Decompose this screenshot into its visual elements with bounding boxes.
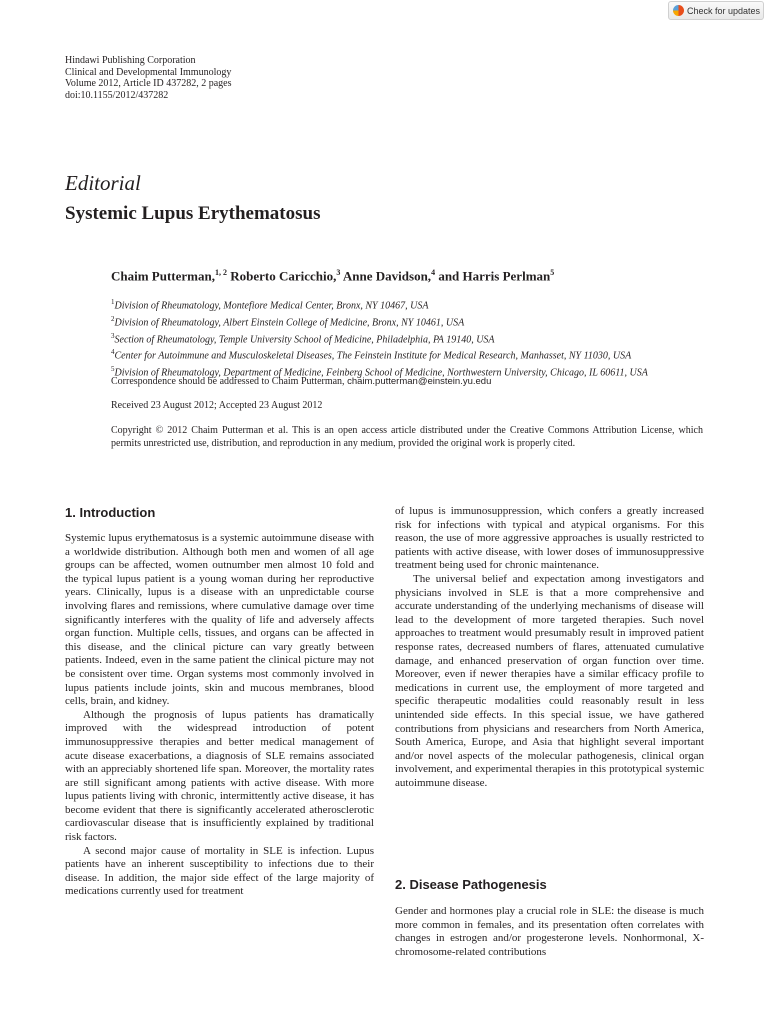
copyright-notice: Copyright © 2012 Chaim Putterman et al. This is an open access article distributed under the Creative Commons Attribution License, which permits unrestricted use, distribution, and reproduction in any medium, provided the original work is properly cited. [111,425,703,449]
author-name: and Harris Perlman [435,268,551,284]
affiliation-item [111,330,711,347]
affiliation-marker: 5 [111,365,115,374]
affiliation-marker: 2 [111,314,115,323]
check-for-updates-button[interactable] [668,1,764,20]
author-affil-marker: 4 [431,268,436,277]
journal-name: Clinical and Developmental Immunology [65,66,232,78]
affiliation-text: Division of Rheumatology, Department of Medicine, Feinberg School of Medicine, Northwestern University, Chicago, IL 60611, USA [114,367,648,379]
right-column [395,505,704,790]
journal-info [65,55,231,101]
affiliation-marker: 3 [111,331,115,340]
author-name: Anne Davidson, [340,268,432,284]
author-list [111,268,554,284]
author-affil-marker: 1, 2 [215,268,227,277]
publisher: Hindawi Publishing Corporation [65,55,196,66]
crossmark-icon [673,5,684,16]
affiliation-text: Division of Rheumatology, Montefiore Medical Center, Bronx, NY 10467, USA [114,300,429,312]
paragraph: Although the prognosis of lupus patients has dramatically improved with the widespread introduction of potent immunosuppressive therapies and better medical management of acute disease exacerbations, a diagnosis of SLE remains associated with an appreciably shortened life span. Moreover, the mortality rates are still significant among patients with active disease. With more lupus patients living with chronic, intermittently active disease, it has become evident that there is significantly accelerated atherosclerotic cardiovascular disease that is insufficiently explained by traditional risk factors. [65,708,374,844]
right-column-lower [395,905,704,959]
correspondence [111,376,491,387]
affiliation-marker: 1 [111,298,115,306]
author-affil-marker: 3 [336,268,341,277]
doi[interactable]: doi:10.1155/2012/437282 [65,89,169,101]
author-name: Chaim Putterman, [111,268,215,284]
article-type: Editorial [65,171,141,195]
paragraph: The universal belief and expectation among investigators and physicians involved in SLE is that a more comprehensive and accurate understanding of the underlying mechanisms of disease will lead to the development of more targeted therapies. Such novel approaches to treatment would presumably result in improved patient response rates, decreased numbers of flares, attenuated cumulative damage, and enhanced preservation of organ function over time. Moreover, even if newer therapies have a similar efficacy profile to medications in current use, the employment of more targeted and specific therapeutic modalities could reasonably result in less unintended side effects. In this special issue, we have gathered contributions from physicians and researchers from North America, South America, Europe, and Asia that highlight several important and/or novel aspects of the molecular pathogenesis, clinical organ involvement, and experimental therapies in this prototypical systemic autoimmune disease. [395,572,704,789]
paper-title: Systemic Lupus Erythematosus [65,203,321,224]
affiliation-marker: 4 [111,348,115,357]
author-name: Roberto Caricchio, [227,268,337,284]
received-dates: Received 23 August 2012; Accepted 23 August 2012 [111,400,323,411]
paragraph: Systemic lupus erythematosus is a systemic autoimmune disease with a worldwide distribution. Although both men and women of all age groups can be affected, women outnumber men almost 10 fold and the typical lupus patient is a young woman during her reproductive years. Clinically, lupus is a disease with an unpredictable course involving flares and remissions, where cumulative damage over time significantly interferes with the quality of life and adversely affects organ function. Multiple cells, tissues, and organs can be affected in this disease, and the clinical picture can vary greatly between patients. Indeed, even in the same patient the clinical picture may not be consistent over time. Organ systems most commonly involved in lupus patients include joints, skin and mucous membranes, blood cells, brain, and kidney. [65,532,374,708]
left-column [65,532,374,899]
correspondence-text: Correspondence should be addressed to Chaim Putterman, [111,376,348,387]
affiliation-text: Division of Rheumatology, Albert Einstein College of Medicine, Bronx, NY 10461, USA [114,317,465,329]
section-heading-disease-pathogenesis: 2. Disease Pathogenesis [395,877,547,892]
affiliation-item [111,313,711,330]
affiliation-text: Section of Rheumatology, Temple University School of Medicine, Philadelphia, PA 19140, USA [114,333,495,345]
paragraph: A second major cause of mortality in SLE is infection. Lupus patients have an inherent susceptibility to infections due to their disease. In addition, the major side effect of the large majority of medications currently used for treatment [65,844,374,898]
check-for-updates-label: Check for updates [687,5,761,16]
section-heading-introduction: 1. Introduction [65,505,156,520]
affiliations [111,296,711,380]
correspondence-email-link[interactable]: chaim.putterman@einstein.yu.edu [347,376,492,387]
author-affil-marker: 5 [550,268,555,277]
affiliation-item [111,296,711,313]
paragraph: of lupus is immunosuppression, which confers a greatly increased risk for infections with typical and atypical organisms. For this reason, the use of more aggressive approaches is usually restricted to patients with active disease, with lower doses of immunosuppressive treatment being used for chronic maintenance. [395,505,704,572]
paragraph: Gender and hormones play a crucial role in SLE: the disease is much more common in females, and its presentation often correlates with changes in estrogen and/or progesterone levels. Nonhormonal, X-chromosome-related contributions [395,905,704,958]
affiliation-item [111,346,711,363]
affiliation-text: Center for Autoimmune and Musculoskeletal Diseases, The Feinstein Institute for Medical Research, Manhasset, NY 11030, USA [114,350,632,362]
volume-info: Volume 2012, Article ID 437282, 2 pages [65,78,232,89]
